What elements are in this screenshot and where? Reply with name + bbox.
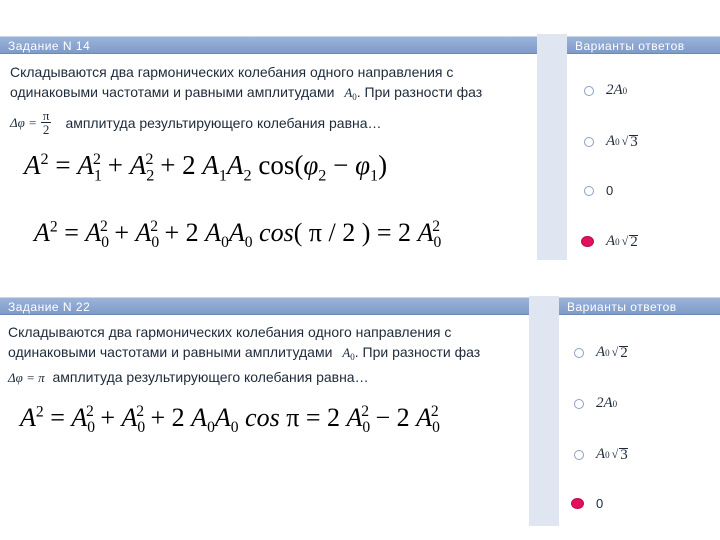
task1-option-2[interactable]: A 0 √ 3 <box>584 133 638 150</box>
task1-question-line2: одинаковыми частотами и равными амплитудами $A_0$. При разности фаз <box>10 84 483 102</box>
task2-option-3-radio[interactable] <box>574 450 584 460</box>
task2-option-2[interactable]: 2A 0 <box>574 395 617 412</box>
task2-question-line1: Складываются два гармонических колебания одного направления с <box>8 324 452 340</box>
task1-question-line1: Складываются два гармонических колебания одного направления с <box>10 64 454 80</box>
task1-option-2-radio[interactable] <box>584 137 594 147</box>
task1-amp-symbol: A <box>344 85 353 100</box>
task2-amp-symbol: A <box>342 345 351 360</box>
task2-question-line2: одинаковыми частотами и равными амплитудами $A_0$. При разности фаз <box>8 344 481 362</box>
task2-question-line3: Δφ = π амплитуда результирующего колебания равна… <box>8 369 369 385</box>
task1-options-header: Варианты ответов <box>567 36 720 54</box>
task2-delta-phi: Δφ = π <box>8 370 45 385</box>
task1-question <box>10 62 530 136</box>
task2-header: Задание N 22 <box>0 297 529 315</box>
task1-question-line3: Δφ = $\frac{\pi}{2}$ амплитуда результирующего колебания равна… <box>10 108 382 137</box>
task2-option-4[interactable]: 0 <box>571 496 603 511</box>
task1-formula-solution: $A^2 = A_0^2 + A_0^2 + 2$ $A_0A_0$ cos( π / 2 ) = 2 $A_0^2$ <box>34 218 442 252</box>
task1-option-4-radio-selected[interactable] <box>581 236 594 247</box>
task1-option-4[interactable]: A 0 √ 2 <box>581 233 638 250</box>
task1-option-3-radio[interactable] <box>584 186 594 196</box>
task2-option-2-radio[interactable] <box>574 399 584 409</box>
task2-option-3[interactable]: A 0 √ 3 <box>574 446 628 463</box>
task2-amp-index: 0 <box>350 352 355 362</box>
task1-phase-fraction: $\frac{\pi}{2}$ <box>42 108 50 137</box>
task1-delta-phi: Δφ = <box>10 114 37 130</box>
task2-option-4-radio-selected[interactable] <box>571 498 584 509</box>
task2-stripe <box>529 296 559 526</box>
task1-formula-general: $A^2 = A_1^2 + A_2^2 + 2$ $A_1A_2$ $\cos(\varphi_2 - \varphi_1)$ <box>24 150 388 185</box>
task1-option-1[interactable]: 2A 0 <box>584 82 627 99</box>
task2-question <box>8 322 528 388</box>
task1-option-1-radio[interactable] <box>584 86 594 96</box>
task2-formula-solution: $A^2 = A_0^2 + A_0^2 + 2$ $A_0A_0$ cos π = 2 $A_0^2 - 2$ $A_0^2$ <box>20 403 440 437</box>
task2-option-1[interactable]: A 0 √ 2 <box>574 344 628 361</box>
task1-header: Задание N 14 <box>0 36 537 54</box>
task1-option-3[interactable]: 0 <box>584 183 613 198</box>
task1-amp-index: 0 <box>352 92 357 102</box>
task1-stripe <box>537 34 567 260</box>
task2-option-1-radio[interactable] <box>574 348 584 358</box>
task2-options-header: Варианты ответов <box>559 297 720 315</box>
